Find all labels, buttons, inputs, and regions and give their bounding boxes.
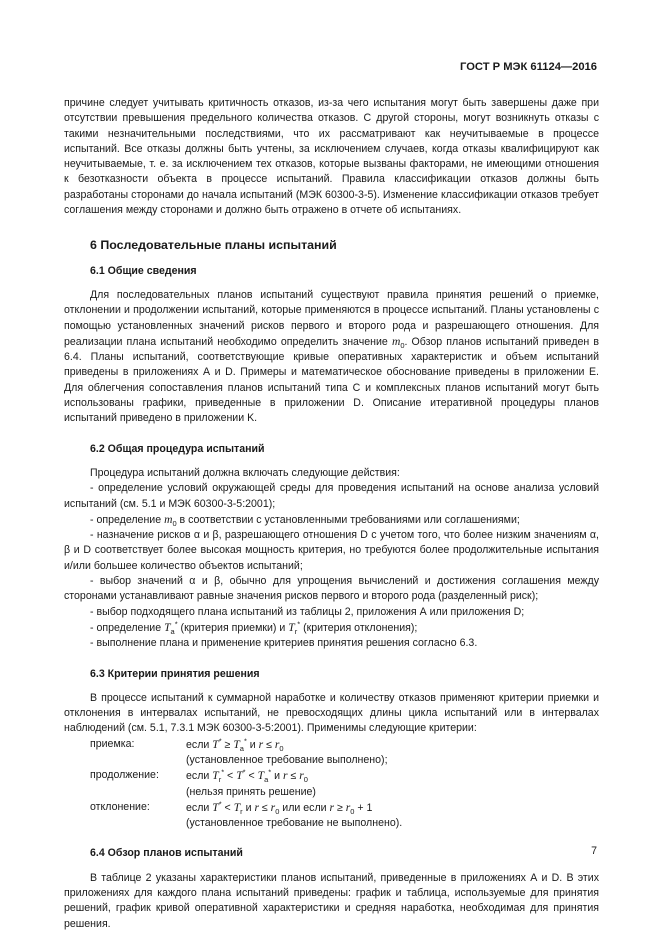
subsection-6-4-title: 6.4 Обзор планов испытаний [90,847,243,860]
list-item: - определение условий окружающей среды для проведения испытаний на основе анализа условий испытаний (см. 5.1 и МЭК 60300-3-5:2001); [64,482,599,510]
s63-paragraph: В процессе испытаний к суммарной наработке и количеству отказов применяют критерии приемки и отклонения в интервалах испытаний, не превосходящих длины цикла испытаний или в интервалах наблюдений (см. 5.1, 7.3.1 МЭК 60300-3-5:2001). Применимы следующие критерии: [64,691,599,735]
s62-lead: Процедура испытаний должна включать следующие действия: [90,466,400,479]
section-6-title: 6 Последовательные планы испытаний [90,238,337,253]
list-item: - выбор значений α и β, обычно для упрощения вычислений и достижения соглашения между сторонами устанавливают равные значения рисков первого и второго рода (разделенный риск); [64,575,599,603]
criterion-accept-note: (установленное требование выполнено); [186,753,388,766]
intro-paragraph: причине следует учитывать критичность отказов, из-за чего испытания могут быть завершены даже при отсутствии превышения предельного количества отказов. С другой стороны, могут возникнуть отказы с такими незначительными последствиями, что их рассматривают как неучитываемые в процессе испытаний. Все отказы должны быть учтены, за исключением случаев, когда отказы квалифицируют как неучитываемые, т. е. за исключением тех отказов, которые вызваны факторами, не имеющими отношения к безотказности объекта в процессе испытаний. Правила классификации отказов должны быть разработаны сторонами до начала испытаний (МЭК 60300-3-5). Изменение классификации отказов требует соглашения между сторонами и должно быть отражено в отчете об испытаниях. [64,97,599,217]
criterion-continue-note: (нельзя принять решение) [186,785,316,798]
page-number: 7 [591,845,597,857]
document-header: ГОСТ Р МЭК 61124—2016 [460,61,597,73]
list-item: - выбор подходящего плана испытаний из таблицы 2, приложения А или приложения D; [90,605,525,618]
list-item: - назначение рисков α и β, разрешающего отношения D с учетом того, что более низким значениям α, β и D соответствует более высокая мощность критерия, но требуются более продолжительные испытания и/или большее количество объектов испытаний; [64,529,599,572]
subsection-6-1-title: 6.1 Общие сведения [90,264,197,277]
s64-paragraph: В таблице 2 указаны характеристики планов испытаний, приведенные в приложениях А и D. В этих приложениях для каждого плана испытаний приведены: график и таблица, используемые для принятия решений, график кривой оперативной характеристики и средняя наработка, необходимая для принятия решения. [64,871,599,930]
criterion-continue: продолжение: если $T_r^* < T^* < T_a^*$ и $r \le r_0$ [90,767,308,785]
page-content [64,96,599,932]
criterion-reject-note: (установленное требование не выполнено). [186,817,403,830]
list-item: - определение $T_a^*$ (критерия приемки) и $T_r^*$ (критерия отклонения); [90,619,418,637]
s61-paragraph: Для последовательных планов испытаний существуют правила принятия решений о приемке, отклонении и продолжении испытаний, которые применяются в процессе испытаний. Планы установлены с помощью установленных значений рисков первого и второго рода и разрешающего отношения. Для реализации плана испытаний необходимо определить значение $m_0$. Обзор планов испытаний приведен в 6.4. Планы испытаний, соответствующие кривые оперативных характеристик и объем испытаний приведены в приложениях А и D. Примеры и математическое обоснование приведены в приложении Е. Для облегчения сопоставления планов испытаний типа С и комплексных планов испытаний могут быть использованы графики, приведенные в приложении D. Описание итеративной процедуры планов испытаний приведено в приложении K. [64,288,600,425]
subsection-6-3-title: 6.3 Критерии принятия решения [90,667,260,680]
criterion-reject: отклонение: если $T^* < T_r$ и $r \le r_0$ или если $r \ge r_0 + 1$ [90,799,373,816]
list-item: - определение $m_0$ в соответствии с установленными требованиями или соглашениями; [90,512,520,528]
criterion-accept: приемка: если $T^* \ge T_a^*$ и $r \le r_0$ [90,736,284,753]
subsection-6-2-title: 6.2 Общая процедура испытаний [90,442,265,455]
list-item: - выполнение плана и применение критериев принятия решения согласно 6.3. [90,637,478,650]
